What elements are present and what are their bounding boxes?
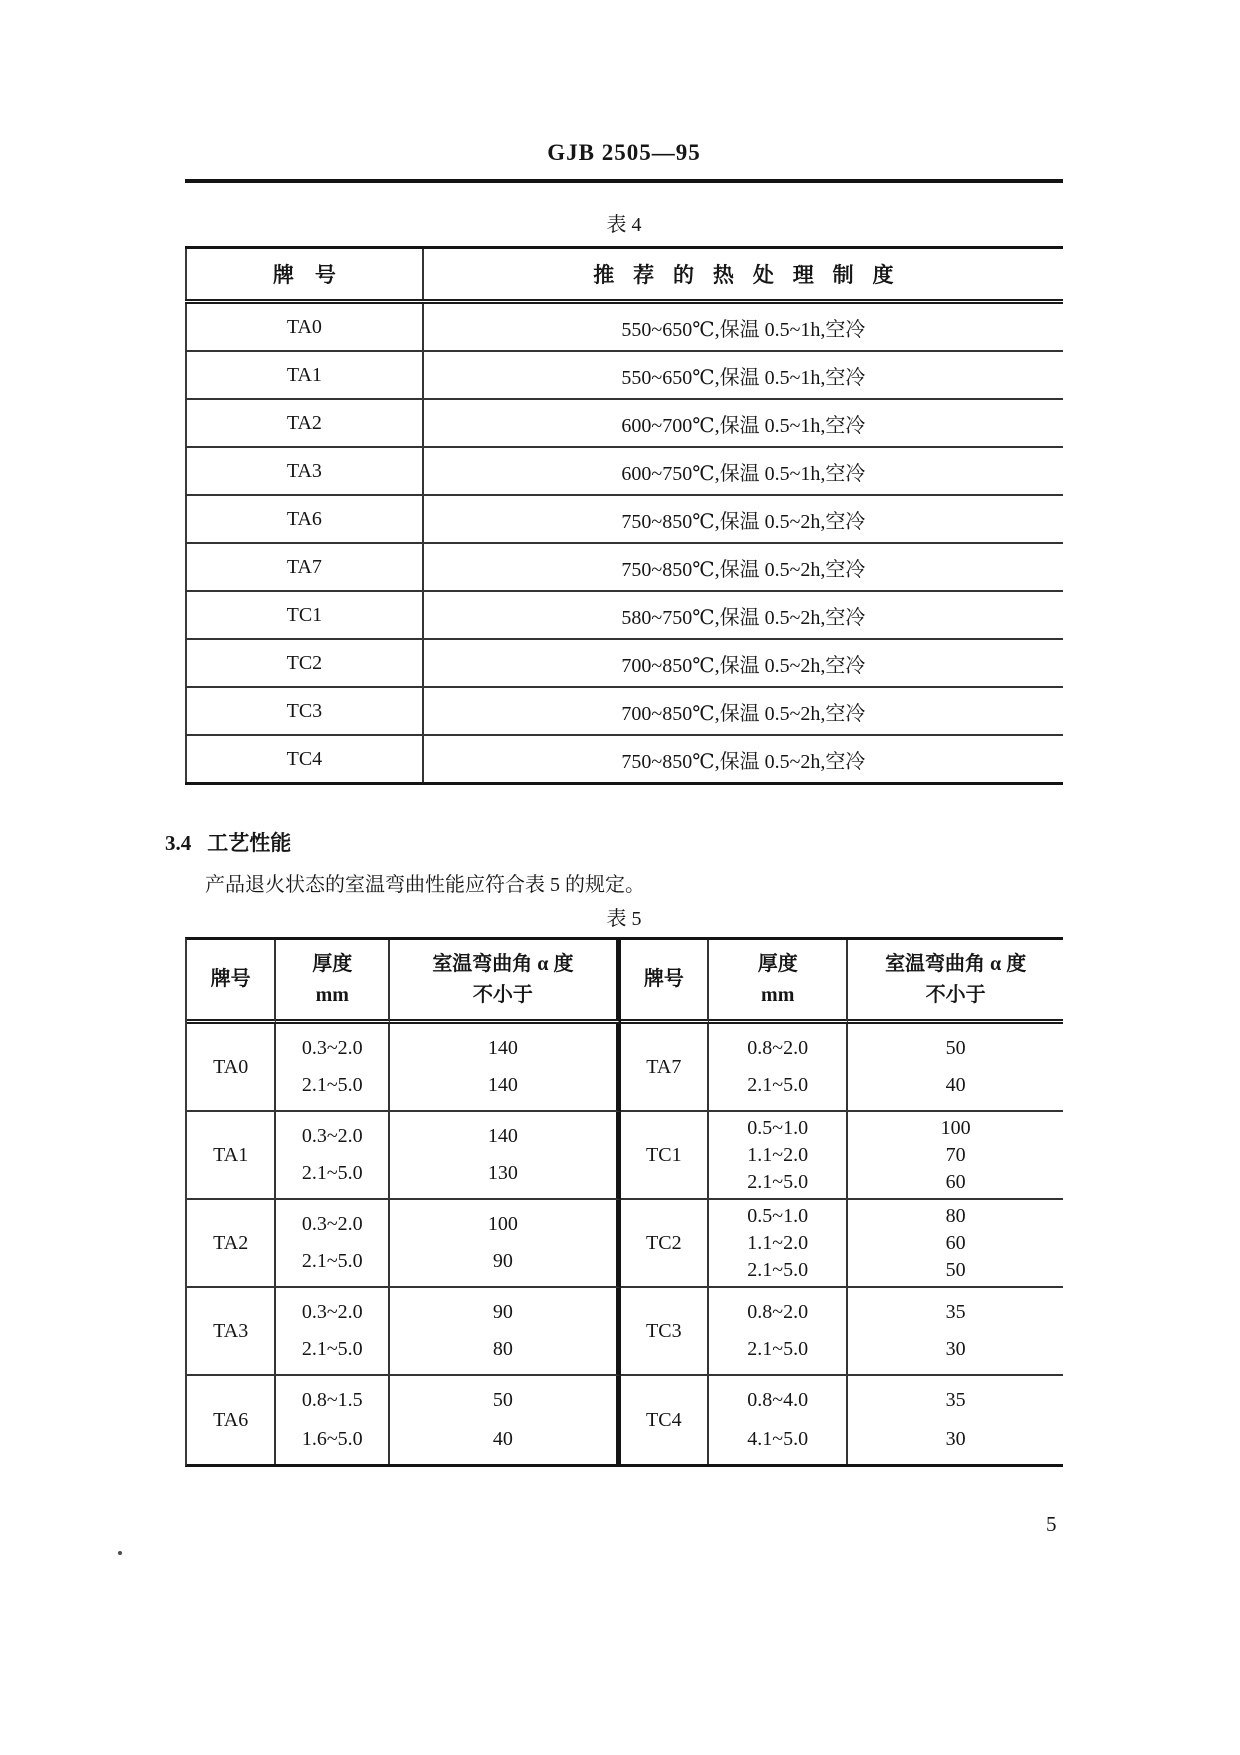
table-row	[186, 399, 1063, 447]
thickness-value: 1.1~2.0	[747, 1143, 809, 1166]
angle-value: 100	[487, 1213, 518, 1235]
table-row	[186, 543, 1063, 591]
section-title: 工艺性能	[207, 831, 292, 855]
thickness-cell	[276, 1200, 390, 1288]
grade-cell: TA6	[186, 495, 423, 543]
thickness-value: 4.1~5.0	[747, 1428, 809, 1450]
treatment-cell: 700~850℃,保温 0.5~2h,空冷	[423, 687, 1063, 735]
thickness-cell	[276, 1288, 390, 1376]
section-heading	[165, 827, 1063, 857]
angle-value: 80	[492, 1338, 513, 1360]
angle-value: 100	[940, 1116, 971, 1139]
table-row	[186, 351, 1063, 399]
angle-value: 30	[945, 1338, 966, 1360]
angle-value: 60	[945, 1170, 966, 1193]
angle-cell	[390, 1288, 620, 1376]
thickness-value: 2.1~5.0	[301, 1074, 363, 1096]
thickness-value: 2.1~5.0	[301, 1338, 363, 1360]
table4-caption: 表 4	[606, 214, 642, 236]
grade-cell: TC1	[186, 591, 423, 639]
angle-cell	[848, 1024, 1063, 1112]
angle-label: 室温弯曲角 α 度	[432, 952, 574, 975]
thickness-unit: mm	[761, 983, 795, 1006]
thickness-value: 0.5~1.0	[747, 1116, 809, 1139]
thickness-value: 0.3~2.0	[301, 1301, 363, 1323]
grade-cell: TA2	[187, 1200, 276, 1288]
treatment-cell: 600~700℃,保温 0.5~1h,空冷	[423, 399, 1063, 447]
t5-header-grade-right: 牌号	[621, 940, 709, 1024]
thickness-value: 2.1~5.0	[747, 1258, 809, 1281]
treatment-cell: 550~650℃,保温 0.5~1h,空冷	[423, 302, 1063, 352]
grade-cell: TC2	[186, 639, 423, 687]
angle-value: 30	[945, 1428, 966, 1450]
thickness-unit: mm	[315, 983, 349, 1006]
thickness-value: 0.8~2.0	[747, 1037, 809, 1059]
grade-cell: TC4	[186, 735, 423, 784]
treatment-cell: 600~750℃,保温 0.5~1h,空冷	[423, 447, 1063, 495]
t5-header-angle-right	[848, 940, 1063, 1024]
table4-header-treatment: 推荐的热处理制度	[423, 248, 1063, 302]
table-row	[186, 495, 1063, 543]
thickness-value: 2.1~5.0	[747, 1074, 809, 1096]
table4-header-grade: 牌 号	[186, 248, 423, 302]
thickness-cell	[276, 1112, 390, 1200]
table-row	[186, 591, 1063, 639]
treatment-cell: 750~850℃,保温 0.5~2h,空冷	[621, 750, 866, 773]
angle-value: 40	[945, 1074, 966, 1096]
thickness-value: 2.1~5.0	[747, 1170, 809, 1193]
treatment-cell: 700~850℃,保温 0.5~2h,空冷	[423, 639, 1063, 687]
grade-cell: TA3	[186, 447, 423, 495]
grade-cell: TA0	[187, 1024, 276, 1112]
t5-header-thickness-right	[709, 940, 848, 1024]
grade-cell: TA7	[186, 543, 423, 591]
thickness-cell	[276, 1376, 390, 1464]
treatment-cell: 750~850℃,保温 0.5~2h,空冷	[423, 543, 1063, 591]
table5	[185, 937, 1063, 1467]
t5-header-angle-left	[390, 940, 620, 1024]
thickness-cell	[709, 1112, 848, 1200]
angle-cell	[848, 1112, 1063, 1200]
page-number: 5	[1046, 1512, 1057, 1536]
table-row	[186, 447, 1063, 495]
angle-value: 80	[945, 1204, 966, 1227]
treatment-cell: 550~650℃,保温 0.5~1h,空冷	[423, 351, 1063, 399]
section-number: 3.4	[165, 831, 192, 855]
t5-header-thickness-left	[276, 940, 390, 1024]
table-row	[186, 302, 1063, 352]
angle-cell	[848, 1376, 1063, 1464]
thickness-cell	[709, 1200, 848, 1288]
page-content	[165, 0, 1063, 1467]
angle-value: 50	[945, 1037, 966, 1059]
thickness-cell	[709, 1024, 848, 1112]
grade-cell: TC3	[621, 1288, 709, 1376]
angle-value: 140	[487, 1125, 518, 1147]
grade-cell: TA7	[621, 1024, 709, 1112]
grade-cell: TA1	[186, 351, 423, 399]
thickness-value: 0.8~1.5	[301, 1389, 363, 1411]
angle-value: 140	[487, 1037, 518, 1059]
angle-value: 130	[487, 1162, 518, 1184]
section-paragraph: 产品退火状态的室温弯曲性能应符合表 5 的规定。	[205, 874, 645, 896]
angle-condition: 不小于	[925, 983, 986, 1006]
angle-cell	[390, 1376, 620, 1464]
thickness-value: 2.1~5.0	[301, 1250, 363, 1272]
thickness-cell	[709, 1376, 848, 1464]
angle-value: 90	[492, 1301, 513, 1323]
thickness-cell	[709, 1288, 848, 1376]
table-row	[186, 687, 1063, 735]
grade-cell: TC4	[621, 1376, 709, 1464]
thickness-value: 2.1~5.0	[747, 1338, 809, 1360]
grade-cell: TA2	[186, 399, 423, 447]
angle-cell	[390, 1024, 620, 1112]
grade-cell: TA0	[186, 302, 423, 352]
grade-cell: TA6	[187, 1376, 276, 1464]
thickness-value: 0.3~2.0	[301, 1037, 363, 1059]
grade-cell: TC1	[621, 1112, 709, 1200]
grade-cell: TA1	[187, 1112, 276, 1200]
thickness-value: 1.6~5.0	[301, 1428, 363, 1450]
angle-value: 50	[492, 1389, 513, 1411]
thickness-label: 厚度	[757, 952, 798, 975]
angle-value: 40	[492, 1428, 513, 1450]
angle-value: 35	[945, 1389, 966, 1411]
treatment-cell: 750~850℃,保温 0.5~2h,空冷	[423, 495, 1063, 543]
treatment-cell: 580~750℃,保温 0.5~2h,空冷	[423, 591, 1063, 639]
thickness-value: 2.1~5.0	[301, 1162, 363, 1184]
angle-condition: 不小于	[472, 983, 533, 1006]
angle-cell	[390, 1112, 620, 1200]
grade-cell: TC2	[621, 1200, 709, 1288]
angle-value: 50	[945, 1258, 966, 1281]
angle-value: 140	[487, 1074, 518, 1096]
thickness-value: 0.8~4.0	[747, 1389, 809, 1411]
angle-cell	[390, 1200, 620, 1288]
t5-header-grade-left: 牌号	[187, 940, 276, 1024]
thickness-value: 0.8~2.0	[747, 1301, 809, 1323]
thickness-cell	[276, 1024, 390, 1112]
angle-cell	[848, 1288, 1063, 1376]
thickness-value: 0.5~1.0	[747, 1204, 809, 1227]
angle-cell	[848, 1200, 1063, 1288]
angle-value: 60	[945, 1231, 966, 1254]
table-row	[186, 735, 1063, 784]
angle-label: 室温弯曲角 α 度	[885, 952, 1027, 975]
table4-header-row	[186, 248, 1063, 302]
angle-value: 90	[492, 1250, 513, 1272]
thickness-value: 0.3~2.0	[301, 1213, 363, 1235]
thickness-label: 厚度	[312, 952, 353, 975]
table4	[185, 246, 1063, 785]
table5-caption: 表 5	[606, 908, 642, 930]
angle-value: 35	[945, 1301, 966, 1323]
thickness-value: 1.1~2.0	[747, 1231, 809, 1254]
grade-cell: TA3	[187, 1288, 276, 1376]
header-rule	[185, 179, 1063, 183]
thickness-value: 0.3~2.0	[301, 1125, 363, 1147]
table-row	[186, 639, 1063, 687]
angle-value: 70	[945, 1143, 966, 1166]
doc-code: GJB 2505—95	[547, 140, 701, 165]
scan-speck-mark	[118, 1551, 122, 1555]
grade-cell: TC3	[186, 687, 423, 735]
